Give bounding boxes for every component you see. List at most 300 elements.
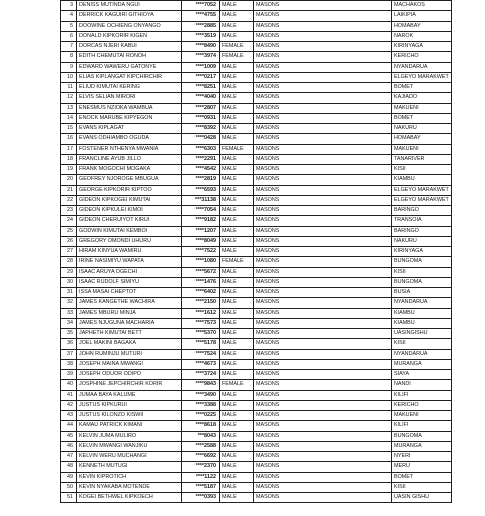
row-number: 30 (61, 277, 77, 287)
id-number-cell: ****4673 (182, 359, 220, 369)
name-cell: ISSA MASAI CHEPTOT (77, 288, 182, 298)
id-number-cell: ****1080 (182, 257, 220, 267)
table-row (61, 52, 452, 62)
name-cell: GREGORY OMONDI UHURU (77, 236, 182, 246)
gender-cell: MALE (220, 154, 254, 164)
id-number-cell: ****0217 (182, 72, 220, 82)
county-cell: HOMABAY (392, 21, 452, 31)
gender-cell: MALE (220, 103, 254, 113)
county-cell: NAKURU (392, 124, 452, 134)
trade-cell: MASONS (254, 165, 392, 175)
row-number: 15 (61, 124, 77, 134)
gender-cell: MALE (220, 493, 254, 503)
name-cell: JAMES MBURU MINJA (77, 308, 182, 318)
table-row (61, 359, 452, 369)
row-number: 24 (61, 216, 77, 226)
county-cell: BARINGO (392, 226, 452, 236)
name-cell: FRANK MOGOCHI MOGAKA (77, 165, 182, 175)
row-number: 21 (61, 185, 77, 195)
table-row (61, 1, 452, 11)
gender-cell: MALE (220, 185, 254, 195)
county-cell: KILIFI (392, 421, 452, 431)
trade-cell: MASONS (254, 308, 392, 318)
row-number: 29 (61, 267, 77, 277)
table-row (61, 318, 452, 328)
row-number: 3 (61, 1, 77, 11)
table-row (61, 165, 452, 175)
name-cell: DONALD KIPKORIR KIGEN (77, 31, 182, 41)
trade-cell: MASONS (254, 175, 392, 185)
gender-cell: FEMALE (220, 380, 254, 390)
trade-cell: MASONS (254, 472, 392, 482)
row-number: 43 (61, 411, 77, 421)
table-row (61, 267, 452, 277)
id-number-cell: ****6402 (182, 288, 220, 298)
id-number-cell: ****1009 (182, 62, 220, 72)
gender-cell: FEMALE (220, 144, 254, 154)
row-number: 13 (61, 103, 77, 113)
name-cell: FOSTENER NTHENYA MWANIA (77, 144, 182, 154)
row-number: 35 (61, 329, 77, 339)
name-cell: GIDEON CHERUIYOT KIRUI (77, 216, 182, 226)
name-cell: ISAAC ARUYA OGECHI (77, 267, 182, 277)
trade-cell: MASONS (254, 318, 392, 328)
id-number-cell: ****9182 (182, 216, 220, 226)
id-number-cell: ****9843 (182, 380, 220, 390)
row-number: 49 (61, 472, 77, 482)
gender-cell: MALE (220, 62, 254, 72)
trade-cell: MASONS (254, 411, 392, 421)
gender-cell: MALE (220, 165, 254, 175)
id-number-cell: ****3388 (182, 400, 220, 410)
table-row (61, 441, 452, 451)
name-cell: KEVIN KIPROTICH (77, 472, 182, 482)
trade-cell: MASONS (254, 349, 392, 359)
id-number-cell: ****6593 (182, 185, 220, 195)
row-number: 16 (61, 134, 77, 144)
county-cell: TRANSOIA (392, 216, 452, 226)
id-number-cell: ****6692 (182, 452, 220, 462)
id-number-cell: ****7573 (182, 318, 220, 328)
county-cell: MURANGA (392, 359, 452, 369)
gender-cell: MALE (220, 267, 254, 277)
county-cell: KILIFI (392, 390, 452, 400)
id-number-cell: ****3724 (182, 370, 220, 380)
table-row (61, 370, 452, 380)
id-number-cell: ****5178 (182, 339, 220, 349)
county-cell: BUNGOMA (392, 277, 452, 287)
name-cell: JAMES KANGETHE WACHIRA (77, 298, 182, 308)
table-row (61, 144, 452, 154)
county-cell: NAKURU (392, 236, 452, 246)
county-cell: BOMET (392, 113, 452, 123)
trade-cell: MASONS (254, 277, 392, 287)
row-number: 37 (61, 349, 77, 359)
id-number-cell: ****5370 (182, 329, 220, 339)
trade-cell: MASONS (254, 421, 392, 431)
county-cell: KIAMBU (392, 318, 452, 328)
gender-cell: MALE (220, 124, 254, 134)
trade-cell: MASONS (254, 124, 392, 134)
gender-cell: MALE (220, 370, 254, 380)
table-row (61, 308, 452, 318)
trade-cell: MASONS (254, 11, 392, 21)
table-row (61, 185, 452, 195)
gender-cell: MALE (220, 226, 254, 236)
table-row (61, 103, 452, 113)
id-number-cell: ****0225 (182, 411, 220, 421)
name-cell: DORCAS NJERI KABUI (77, 42, 182, 52)
county-cell: KISII (392, 339, 452, 349)
id-number-cell: ****5187 (182, 482, 220, 492)
county-cell: BUNGOMA (392, 257, 452, 267)
county-cell: ELGEYO MARAKWET (392, 195, 452, 205)
gender-cell: MALE (220, 431, 254, 441)
trade-cell: MASONS (254, 339, 392, 349)
row-number: 38 (61, 359, 77, 369)
row-number: 41 (61, 390, 77, 400)
trade-cell: MASONS (254, 42, 392, 52)
table-row (61, 72, 452, 82)
name-cell: JUSTUS KILONZO KISWII (77, 411, 182, 421)
county-cell: KISII (392, 267, 452, 277)
name-cell: EDITH CHEMUTAI RONOH (77, 52, 182, 62)
gender-cell: MALE (220, 329, 254, 339)
id-number-cell: ****7522 (182, 247, 220, 257)
row-number: 39 (61, 370, 77, 380)
trade-cell: MASONS (254, 267, 392, 277)
table-row (61, 277, 452, 287)
id-number-cell: ****2819 (182, 175, 220, 185)
name-cell: GEORGE KIPKORIR KIPTOO (77, 185, 182, 195)
id-number-cell: ****8618 (182, 421, 220, 431)
gender-cell: MALE (220, 482, 254, 492)
id-number-cell: ****4755 (182, 11, 220, 21)
name-cell: DENISS MUTINDA NGUI (77, 1, 182, 11)
table-row (61, 154, 452, 164)
county-cell: KERICHO (392, 52, 452, 62)
trade-cell: MASONS (254, 431, 392, 441)
trade-cell: MASONS (254, 462, 392, 472)
id-number-cell: ****7524 (182, 349, 220, 359)
gender-cell: MALE (220, 359, 254, 369)
gender-cell: FEMALE (220, 52, 254, 62)
name-cell: DOOWINE OCHIENG ONYANGO (77, 21, 182, 31)
name-cell: JOSEPH MAINA MWANGI (77, 359, 182, 369)
table-row (61, 124, 452, 134)
row-number: 20 (61, 175, 77, 185)
id-number-cell: ****4040 (182, 93, 220, 103)
trade-cell: MASONS (254, 257, 392, 267)
trade-cell: MASONS (254, 493, 392, 503)
county-cell: NYANDARUA (392, 298, 452, 308)
table-row (61, 206, 452, 216)
gender-cell: MALE (220, 11, 254, 21)
gender-cell: FEMALE (220, 42, 254, 52)
trade-cell: MASONS (254, 452, 392, 462)
trade-cell: MASONS (254, 195, 392, 205)
gender-cell: MALE (220, 318, 254, 328)
id-number-cell: ****7052 (182, 1, 220, 11)
gender-cell: MALE (220, 247, 254, 257)
county-cell: BOMET (392, 472, 452, 482)
name-cell: GODWIN KIMUTAI KEMBOI (77, 226, 182, 236)
row-number: 33 (61, 308, 77, 318)
id-number-cell: ****2588 (182, 441, 220, 451)
row-number: 11 (61, 83, 77, 93)
document-page (60, 0, 452, 503)
name-cell: HIRAM KINYUA WAMIRU (77, 247, 182, 257)
row-number: 9 (61, 62, 77, 72)
id-number-cell: ****6303 (182, 144, 220, 154)
trade-cell: MASONS (254, 298, 392, 308)
table-row (61, 400, 452, 410)
trade-cell: MASONS (254, 390, 392, 400)
id-number-cell: ****8251 (182, 83, 220, 93)
row-number: 8 (61, 52, 77, 62)
county-cell: MAKUENI (392, 144, 452, 154)
name-cell: FRANCLINE AYUB JILLO (77, 154, 182, 164)
gender-cell: MALE (220, 113, 254, 123)
gender-cell: MALE (220, 83, 254, 93)
id-number-cell: ****8392 (182, 124, 220, 134)
gender-cell: MALE (220, 472, 254, 482)
county-cell: MACHAKOS (392, 1, 452, 11)
trade-cell: MASONS (254, 226, 392, 236)
table-row (61, 482, 452, 492)
name-cell: JOEL MAKINI BAGAKA (77, 339, 182, 349)
id-number-cell: ****2885 (182, 21, 220, 31)
row-number: 28 (61, 257, 77, 267)
table-row (61, 11, 452, 21)
gender-cell: MALE (220, 195, 254, 205)
gender-cell: MALE (220, 441, 254, 451)
trade-cell: MASONS (254, 185, 392, 195)
row-number: 47 (61, 452, 77, 462)
id-number-cell: ****2370 (182, 462, 220, 472)
trade-cell: MASONS (254, 83, 392, 93)
name-cell: KOGEI BETHWEL KIPKOECH (77, 493, 182, 503)
county-cell: KISII (392, 165, 452, 175)
name-cell: ENESMUS NZIOKA WAMBUA (77, 103, 182, 113)
id-number-cell: ****0931 (182, 113, 220, 123)
id-number-cell: ****8490 (182, 42, 220, 52)
row-number: 31 (61, 288, 77, 298)
trade-cell: MASONS (254, 103, 392, 113)
gender-cell: MALE (220, 390, 254, 400)
trade-cell: MASONS (254, 441, 392, 451)
id-number-cell: ****1207 (182, 226, 220, 236)
row-number: 25 (61, 226, 77, 236)
county-cell: NYERI (392, 452, 452, 462)
table-row (61, 236, 452, 246)
name-cell: ELIAS KIPLANGAT KIPCHIRCHIR (77, 72, 182, 82)
table-row (61, 431, 452, 441)
name-cell: ISAAC RUDOLF SIMIYU (77, 277, 182, 287)
gender-cell: MALE (220, 298, 254, 308)
table-row (61, 298, 452, 308)
county-cell: MERU (392, 462, 452, 472)
name-cell: JOSPHINE JEPCHIRCHIR KORIR (77, 380, 182, 390)
id-number-cell: ****1122 (182, 472, 220, 482)
table-row (61, 411, 452, 421)
name-cell: GIDEON KIPKOGEI KIMUTAI (77, 195, 182, 205)
county-cell: NAROK (392, 31, 452, 41)
name-cell: JOSEPH ODUOR ODIPO (77, 370, 182, 380)
county-cell: MAKUENI (392, 411, 452, 421)
name-cell: JUMAA BAYA KALUME (77, 390, 182, 400)
gender-cell: MALE (220, 339, 254, 349)
row-number: 14 (61, 113, 77, 123)
county-cell: ELGEYO MARAKWET (392, 185, 452, 195)
table-row (61, 380, 452, 390)
trade-cell: MASONS (254, 113, 392, 123)
name-cell: KELVIN WERU MUCHANGI (77, 452, 182, 462)
table-row (61, 175, 452, 185)
table-row (61, 288, 452, 298)
name-cell: EVANS ODHIAMBO OGUDA (77, 134, 182, 144)
row-number: 10 (61, 72, 77, 82)
row-number: 34 (61, 318, 77, 328)
gender-cell: MALE (220, 452, 254, 462)
table-row (61, 42, 452, 52)
row-number: 51 (61, 493, 77, 503)
row-number: 40 (61, 380, 77, 390)
id-number-cell: ***8043 (182, 431, 220, 441)
gender-cell: FEMALE (220, 257, 254, 267)
row-number: 48 (61, 462, 77, 472)
name-cell: JUSTUS KIPKURUI (77, 400, 182, 410)
trade-cell: MASONS (254, 400, 392, 410)
row-number: 23 (61, 206, 77, 216)
county-cell: NYANDARUA (392, 349, 452, 359)
table-row (61, 390, 452, 400)
row-number: 4 (61, 11, 77, 21)
table-row (61, 226, 452, 236)
county-cell: NANDI (392, 380, 452, 390)
trainee-table (60, 0, 452, 503)
county-cell: TANARIVER (392, 154, 452, 164)
id-number-cell: ****1476 (182, 277, 220, 287)
trade-cell: MASONS (254, 206, 392, 216)
county-cell: MURANGA (392, 441, 452, 451)
county-cell: KIRINYAGA (392, 42, 452, 52)
county-cell: UASINGISHU (392, 329, 452, 339)
name-cell: ELVIS SELIAN MIRORI (77, 93, 182, 103)
name-cell: JAPHETH KIMUTAI BETT (77, 329, 182, 339)
row-number: 5 (61, 21, 77, 31)
trade-cell: MASONS (254, 144, 392, 154)
gender-cell: MALE (220, 462, 254, 472)
row-number: 7 (61, 42, 77, 52)
trade-cell: MASONS (254, 216, 392, 226)
name-cell: KELVIN MWANGI WANJIKU (77, 441, 182, 451)
trade-cell: MASONS (254, 52, 392, 62)
table-row (61, 21, 452, 31)
table-row (61, 195, 452, 205)
name-cell: GEOFREY NJOROGE MBUGUA (77, 175, 182, 185)
id-number-cell: ****3519 (182, 31, 220, 41)
gender-cell: MALE (220, 236, 254, 246)
gender-cell: MALE (220, 72, 254, 82)
id-number-cell: ****2807 (182, 103, 220, 113)
name-cell: IRINE NASIMIYU WAPATA (77, 257, 182, 267)
name-cell: GIDEON KIPKULEI KIMOI (77, 206, 182, 216)
table-row (61, 452, 452, 462)
gender-cell: MALE (220, 134, 254, 144)
id-number-cell: ****3974 (182, 52, 220, 62)
trade-cell: MASONS (254, 370, 392, 380)
table-row (61, 93, 452, 103)
county-cell: BUNGOMA (392, 431, 452, 441)
id-number-cell: ****0393 (182, 493, 220, 503)
table-row (61, 134, 452, 144)
row-number: 27 (61, 247, 77, 257)
id-number-cell: ****4542 (182, 165, 220, 175)
gender-cell: MALE (220, 216, 254, 226)
row-number: 46 (61, 441, 77, 451)
gender-cell: MALE (220, 1, 254, 11)
county-cell: HOMABAY (392, 134, 452, 144)
county-cell: NYANDARUA (392, 62, 452, 72)
gender-cell: MALE (220, 21, 254, 31)
table-row (61, 462, 452, 472)
county-cell: LAIKIPIA (392, 11, 452, 21)
trade-cell: MASONS (254, 359, 392, 369)
county-cell: ELGEYO MARAKWET (392, 72, 452, 82)
county-cell: KERICHO (392, 400, 452, 410)
county-cell: UASIN GISHU (392, 493, 452, 503)
table-row (61, 31, 452, 41)
name-cell: KENNETH MUTUGI (77, 462, 182, 472)
gender-cell: MALE (220, 308, 254, 318)
county-cell: KIRINYAGA (392, 247, 452, 257)
id-number-cell: ****2291 (182, 154, 220, 164)
name-cell: KAMAU PATRICK KIMANI (77, 421, 182, 431)
id-number-cell: ****1612 (182, 308, 220, 318)
row-number: 19 (61, 165, 77, 175)
table-row (61, 421, 452, 431)
trade-cell: MASONS (254, 380, 392, 390)
id-number-cell: ****8049 (182, 236, 220, 246)
trade-cell: MASONS (254, 329, 392, 339)
name-cell: EDWARD WAWERU GATONYE (77, 62, 182, 72)
trade-cell: MASONS (254, 236, 392, 246)
row-number: 44 (61, 421, 77, 431)
trade-cell: MASONS (254, 134, 392, 144)
county-cell: KIAMBU (392, 308, 452, 318)
gender-cell: MALE (220, 400, 254, 410)
gender-cell: MALE (220, 349, 254, 359)
row-number: 6 (61, 31, 77, 41)
id-number-cell: ****2150 (182, 298, 220, 308)
row-number: 12 (61, 93, 77, 103)
name-cell: EVANS KIPLAGAT (77, 124, 182, 134)
table-row (61, 329, 452, 339)
table-row (61, 247, 452, 257)
name-cell: JAMES NJUGUNA MACHARIA (77, 318, 182, 328)
county-cell: KIAMBU (392, 175, 452, 185)
trade-cell: MASONS (254, 21, 392, 31)
table-row (61, 62, 452, 72)
county-cell: BARINGO (392, 206, 452, 216)
row-number: 22 (61, 195, 77, 205)
name-cell: ENOCK MARUBE KIPYEGON (77, 113, 182, 123)
trade-cell: MASONS (254, 62, 392, 72)
row-number: 50 (61, 482, 77, 492)
id-number-cell: ****7054 (182, 206, 220, 216)
name-cell: KELVIN JUMA MULIRO (77, 431, 182, 441)
